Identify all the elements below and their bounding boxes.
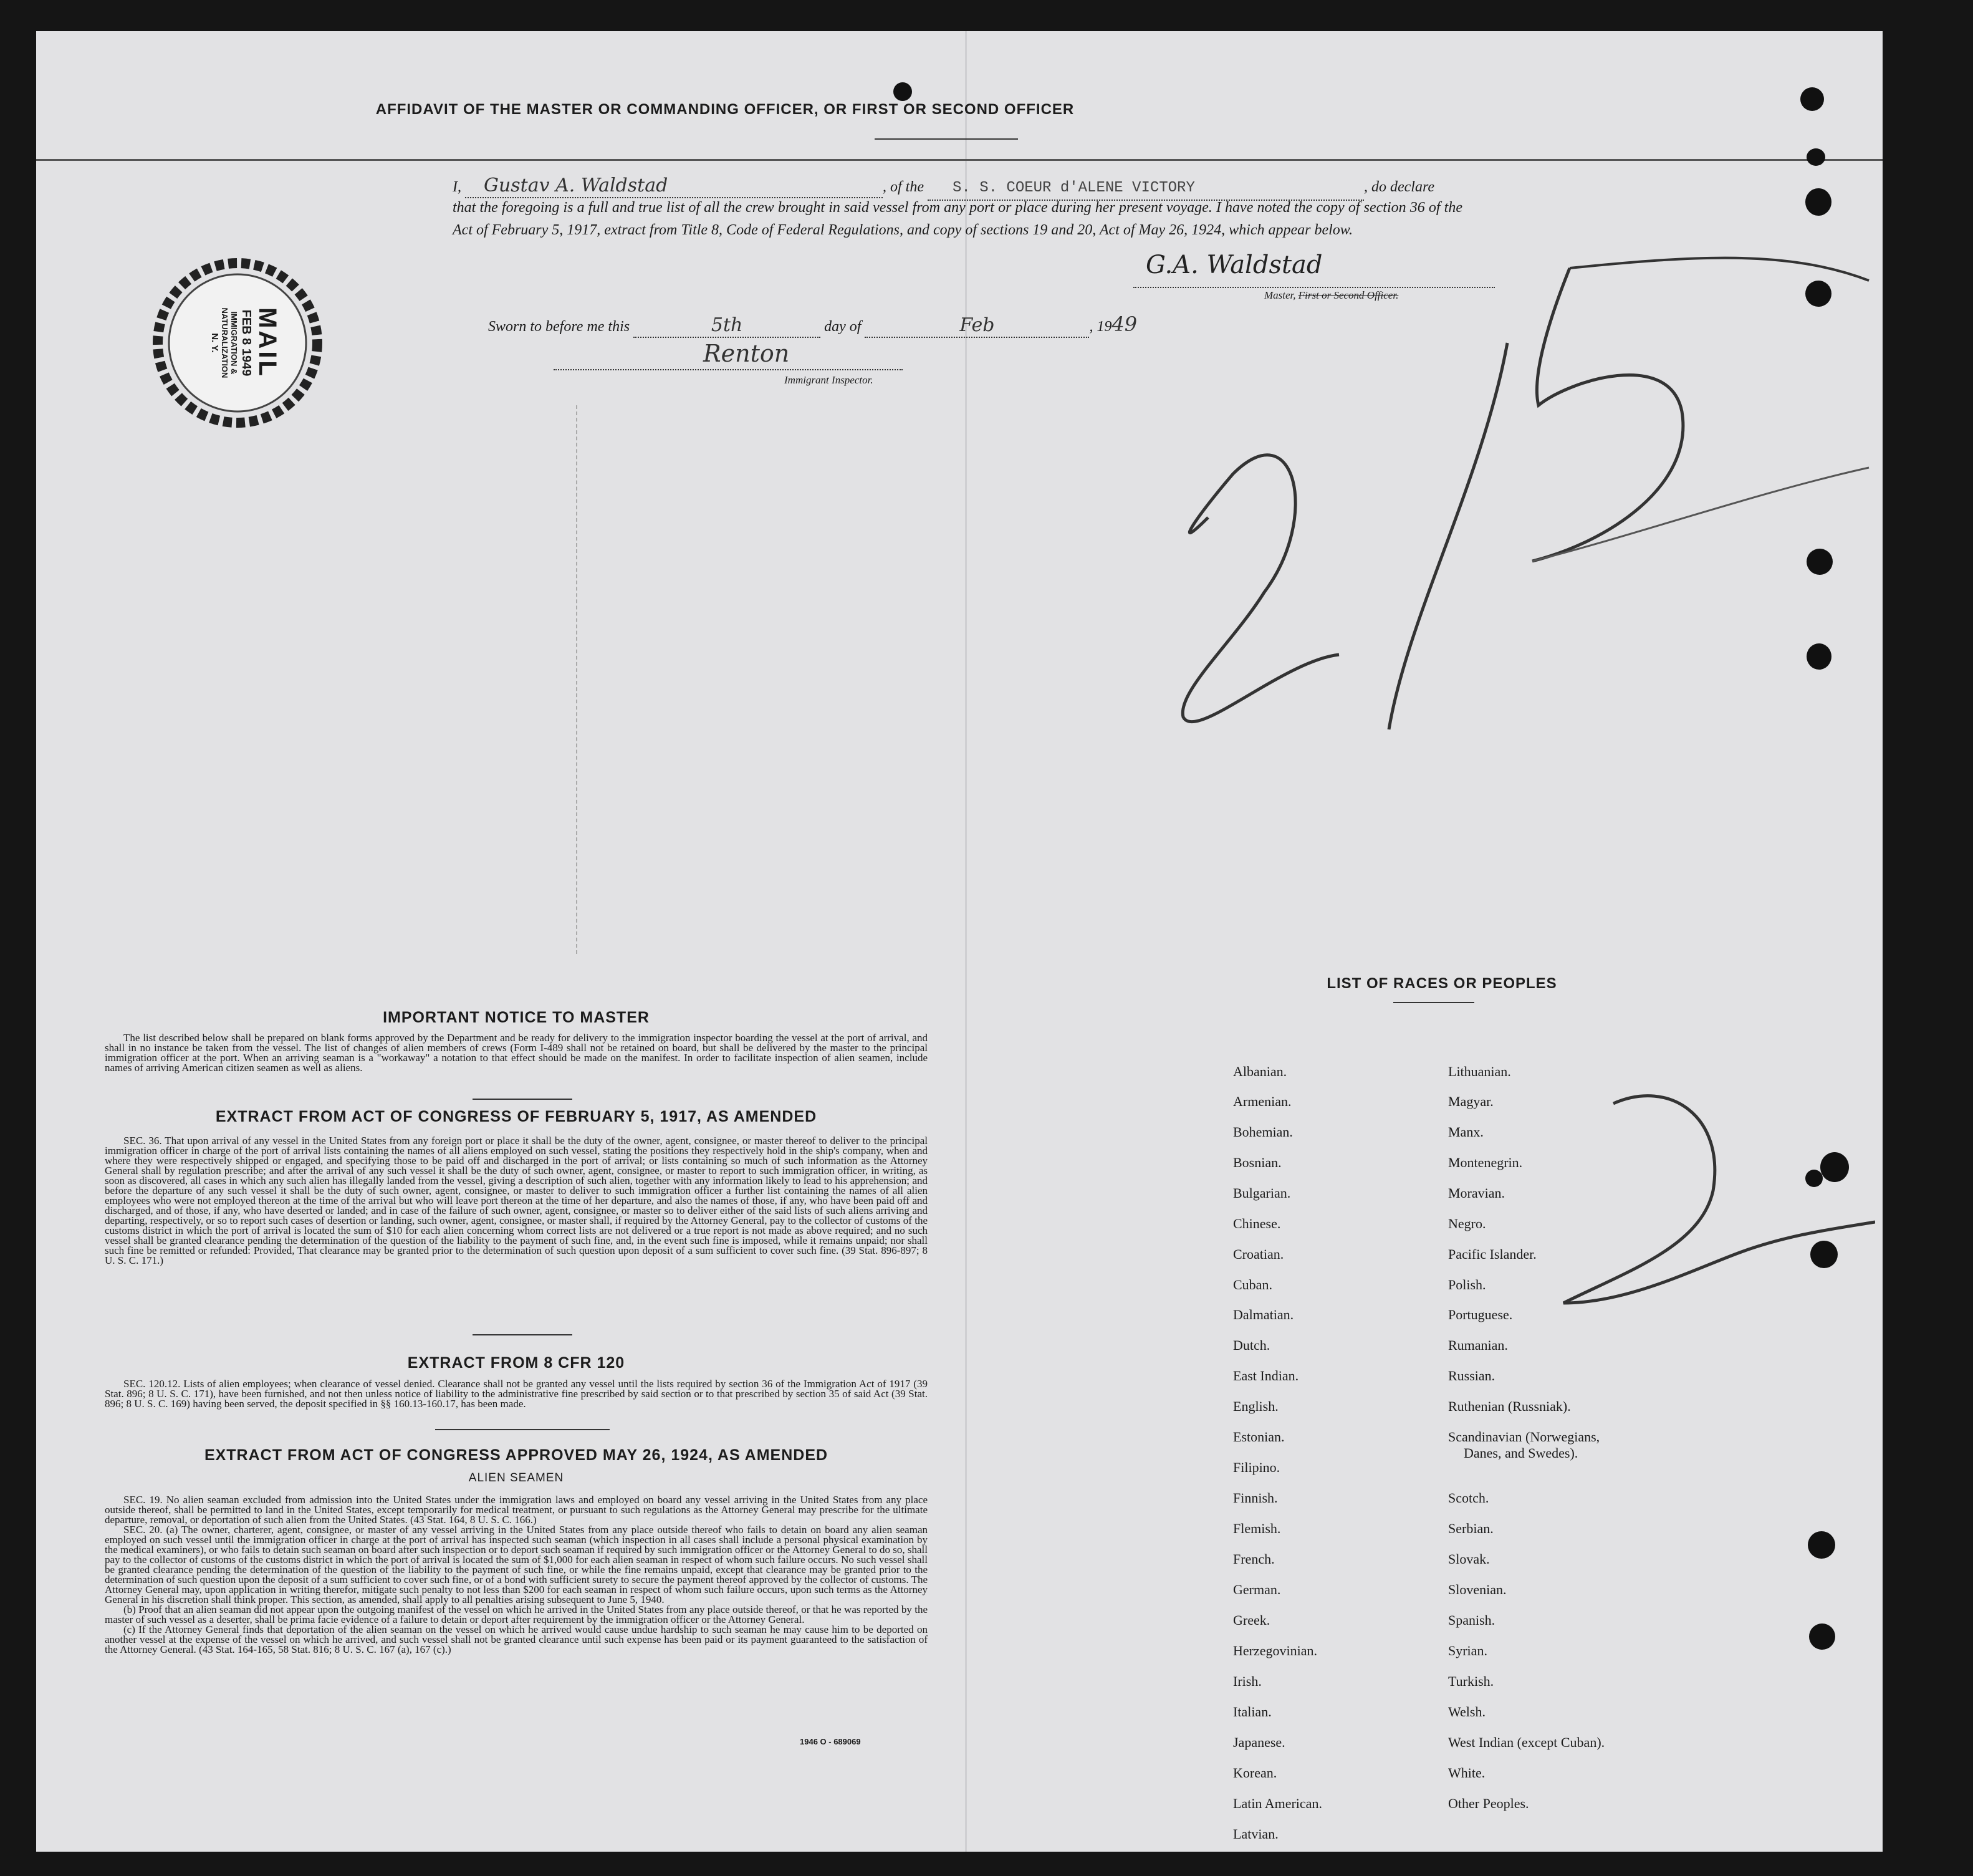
race-item: Irish. [1233,1673,1262,1689]
cfr-paragraph: SEC. 120.12. Lists of alien employees; when clearance of vessel denied. Clearance shall not be granted any vessel until the lists required by section 36 of the Immigration Act of 1917 (39 Stat. 896; 8 U. S. C. 171), have been furnished, and not then unless notice of liability to the administrative fine prescribed by said section or to that prescribed by section 35 of said Act (39 Stat. 896; 8 U. S. C. 169) having been served, the deposit specified in §§ 160.13-160.17, has been made. [105,1378,928,1410]
extract-1924-subtitle: ALIEN SEAMEN [468,1471,564,1484]
race-item: Lithuanian. [1448,1064,1511,1079]
race-item: Dutch. [1233,1337,1270,1353]
punch-hole [1800,87,1824,111]
stamp-line-1: IMMIGRATION & [229,311,239,375]
notice-paragraph: The list described below shall be prepared on blank forms approved by the Department and be ready for delivery to the immigration inspector boarding the vessel at the port of arrival, and shall in no instance be taken from the vessel. The list of changes of alien members of crews (Form I-489 shall not be retained on board, but shall be delivered by the master to the principal immigration officer at the port. When an arriving seaman is a "workaway" a notation to that effect should be made on the manifest. In order to facilitate inspection of alien seamen, include names of arriving American citizen seamen as well as aliens. [105,1032,928,1074]
race-item: Danes, and Swedes). [1464,1445,1578,1461]
extract-1917-rule [473,1334,572,1335]
race-item: Flemish. [1233,1521,1281,1536]
master-signature: G.A. Waldstad [1146,251,1323,279]
punch-hole [1807,148,1825,166]
race-item: English. [1233,1398,1279,1414]
header-rule [36,159,1883,161]
race-item: Montenegrin. [1448,1155,1523,1170]
stamp-line-3: N. Y. [209,333,220,353]
label-of-the: , of the [883,179,924,195]
punch-hole [1805,188,1831,216]
notice-title: IMPORTANT NOTICE TO MASTER [383,1009,650,1026]
extract-1917-text [105,1136,928,1266]
page-fold [965,31,967,1852]
punch-hole [893,82,912,101]
race-item: Portuguese. [1448,1307,1513,1322]
race-item: Bohemian. [1233,1124,1293,1140]
affidavit-title: AFFIDAVIT OF THE MASTER OR COMMANDING OFFICER, OR FIRST OR SECOND OFFICER [375,101,1075,118]
struck-officer-label: First or Second Officer. [1298,289,1399,301]
sec-20c-paragraph: (c) If the Attorney General finds that deportation of the alien seaman on the vessel on which he arrived would cause undue hardship to such seaman he may cause him to be deported on another vessel at the expense of the vessel on which he arrived, and such vessel shall not be granted clearance until such expense has been paid or its payment guaranteed to the satisfaction of the Attorney General. (43 Stat. 164-165, 58 Stat. 816; 8 U. S. C. 167 (a), 167 (c).) [105,1623,928,1655]
race-item: White. [1448,1765,1486,1781]
race-item: Spanish. [1448,1612,1495,1628]
punch-hole [1809,1623,1835,1650]
punch-hole [1807,549,1833,575]
year-suffix: 49 [1111,312,1138,336]
label-do-declare: , do declare [1364,179,1435,195]
race-item: French. [1233,1551,1275,1567]
master-name: Gustav A. Waldstad [465,175,883,198]
race-item: Serbian. [1448,1521,1494,1536]
race-item: Estonian. [1233,1429,1285,1445]
extract-1917-title: EXTRACT FROM ACT OF CONGRESS OF FEBRUARY 5, 1917, AS AMENDED [215,1108,817,1125]
race-item: Slovenian. [1448,1582,1507,1597]
race-item: Bulgarian. [1233,1185,1291,1201]
faint-tick-line [576,405,578,954]
race-item: Cuban. [1233,1277,1272,1292]
race-item: Bosnian. [1233,1155,1282,1170]
race-item: Albanian. [1233,1064,1287,1079]
race-item: Croatian. [1233,1246,1284,1262]
sworn-month: Feb [865,314,1089,338]
race-item: Korean. [1233,1765,1277,1781]
cfr-title: EXTRACT FROM 8 CFR 120 [407,1354,625,1372]
punch-hole [1807,643,1831,670]
extract-1924-text [105,1495,928,1655]
race-item: Moravian. [1448,1185,1505,1201]
punch-hole [1820,1152,1849,1182]
sworn-label: Sworn to before me this [488,319,630,335]
race-item: Slovak. [1448,1551,1490,1567]
sworn-line [488,313,1137,338]
cfr-rule [435,1429,610,1430]
master-label: Master, [1264,289,1296,301]
race-item: Japanese. [1233,1734,1285,1750]
sec-19-paragraph: SEC. 19. No alien seaman excluded from admission into the United States under the immigration laws and employed on board any vessel arriving in the United States from any place outside thereof, shall be permitted to land in the United States, except temporarily for medical treatment, or pursuant to such regulations as the Attorney General may prescribe for the ultimate departure, removal, or deportation of such alien from the United States. (43 Stat. 164, 8 U. S. C. 166.) [105,1494,928,1526]
race-item: Latin American. [1233,1796,1322,1811]
race-item: Pacific Islander. [1448,1246,1537,1262]
race-item: Herzegovinian. [1233,1643,1317,1658]
handwritten-small-number [1657,1328,1663,1341]
title-underline [875,138,1018,140]
race-item: Welsh. [1448,1704,1486,1720]
vessel-name: S. S. COEUR d'ALENE VICTORY [928,177,1364,201]
race-item: Greek. [1233,1612,1270,1628]
race-item: Scandinavian (Norwegians, [1448,1429,1600,1445]
stamp-word: MAIL [254,307,281,378]
sec-20b-paragraph: (b) Proof that an alien seaman did not appear upon the outgoing manifest of the vessel on which he arrived in the United States from any place outside thereof, or that he was reported by the master of such vessel as a deserter, shall be prima facie evidence of a failure to detain or deport after requirement by the immigration officer or the Attorney General. [105,1604,928,1625]
race-item: Other Peoples. [1448,1796,1529,1811]
sworn-day: 5th [633,314,820,338]
year-prefix: , 19 [1089,319,1112,335]
label-i: I, [453,179,461,195]
race-item: Manx. [1448,1124,1484,1140]
document-page [36,31,1883,1852]
race-item: West Indian (except Cuban). [1448,1734,1605,1750]
races-underline [1393,1002,1474,1003]
notice-text [105,1033,928,1073]
punch-hole [1805,281,1831,307]
race-item: Russian. [1448,1368,1495,1383]
race-item: Latvian. [1233,1826,1279,1842]
sec-20a-paragraph: SEC. 20. (a) The owner, charterer, agent, consignee, or master of any vessel arriving in the United States from any place outside thereof who fails to detain on board any alien seaman employed on such vessel until the immigration officer in charge at the port of arrival has inspected such seaman (which inspection in all cases shall include a personal physical examination by the medical examiners), or who fails to detain such seaman on board after such inspection or to deport such seaman if required by such immigration officer or the Attorney General to do so, shall pay to the collector of customs of the customs district in which the port of arrival is located the sum of $1,000 for each alien seaman in respect of whom such failure occurs. No such vessel shall be granted clearance pending the determination of the question of the liability to the payment of such fine, or while the fine remains unpaid, except that clearance may be granted prior to the determination of such question upon the deposit of a sum sufficient to cover such fine, or of a bond with sufficient surety to secure the payment thereof approved by the collector of customs. The Attorney General may, upon application in writing therefor, mitigate such penalty to not less than $200 for each seaman in respect of whom such failure occurs, upon such terms as the Attorney General in his discretion shall think proper. This section, as amended, shall apply to all penalties arising subsequent to June 5, 1940. [105,1524,928,1605]
race-item: Scotch. [1448,1490,1489,1506]
notice-rule [473,1099,572,1100]
race-item: Ruthenian (Russniak). [1448,1398,1571,1414]
race-item: Turkish. [1448,1673,1494,1689]
race-item: East Indian. [1233,1368,1299,1383]
extract-1924-title: EXTRACT FROM ACT OF CONGRESS APPROVED MAY 26, 1924, AS AMENDED [204,1446,828,1464]
inspector-signature-line [554,369,903,370]
affidavit-body: that the foregoing is a full and true list of all the crew brought in said vessel from any port or place during her present voyage. I have noted the copy of section 36 of the Act of February 5, 1917, extract from Title 8, Code of Federal Regulations, and copy of sections 19 and 20, Act of May 26, 1924, which appear below. [453,200,1462,238]
inspector-signature: Renton [703,340,790,367]
mail-stamp [150,256,325,430]
print-code: 1946 O - 689069 [800,1737,861,1746]
stamp-date: FEB 8 1949 [239,309,253,377]
race-item: Syrian. [1448,1643,1487,1658]
inspector-label: Immigrant Inspector. [784,374,873,386]
punch-hole [1805,1170,1823,1187]
race-item: Magyar. [1448,1094,1494,1109]
handwritten-number [1470,736,1490,749]
stamp-line-2: NATURALIZATION [220,307,229,378]
race-item: Chinese. [1233,1216,1281,1231]
race-item: Finnish. [1233,1490,1278,1506]
race-item: Armenian. [1233,1094,1292,1109]
punch-hole [1808,1531,1835,1559]
day-of-label: day of [824,319,862,335]
punch-hole [1810,1241,1838,1268]
race-item: Dalmatian. [1233,1307,1294,1322]
race-item: Negro. [1448,1216,1486,1231]
races-title: LIST OF RACES OR PEOPLES [1327,975,1557,992]
handwritten-number-graphic [1133,256,1881,767]
race-item: Filipino. [1233,1460,1280,1475]
handwritten-small-number-graphic [1464,1066,1875,1340]
race-item: Italian. [1233,1704,1272,1720]
stamp-inner [194,281,281,405]
race-item: Rumanian. [1448,1337,1508,1353]
race-item: Polish. [1448,1277,1486,1292]
extract-1917-paragraph: SEC. 36. That upon arrival of any vessel in the United States from any foreign port or place it shall be the duty of the owner, agent, consignee, or master thereof to deliver to the principal immigration officer in charge of the port of arrival lists containing the names of all aliens employed on such vessel, stating the positions they respectively hold in the ship's company, when and where they were respectively shipped or engaged, and specifying those to be paid off and discharged in the port of arrival; or lists containing so much of such information as the Attorney General shall by regulation prescribe; and after the arrival of any such vessel it shall be the duty of such owner, agent, consignee, or master to report to such immigration officer, in writing, as soon as discovered, all cases in which any such alien has illegally landed from the vessel, giving a description of such alien, together with any information likely to lead to his apprehension; and before the departure of any such vessel it shall be the duty of such owner, agent, consignee, or master to deliver to such immigration officer a further list containing the names of all alien employees who were not employed thereon at the time of the arrival but who will leave port thereon at the time of her departure, and also the names of those, if any, who have been paid off and discharged, and of those, if any, who have deserted or landed; and in case of the failure of such owner, agent, consignee, or master so to deliver either of the said lists of such aliens arriving and departing, respectively, or so to report such cases of desertion or landing, such owner, agent, consignee, or master shall, if required by the Attorney General, pay to the collector of customs of the customs district in which the port of arrival is located the sum of $10 for each alien concerning whom correct lists are not delivered or a true report is not made as above required; and no such vessel shall be granted clearance pending the determination of the question of the liability to the payment of such fine, and, in the event such fine is imposed, while it remains unpaid; nor shall such fine be remitted or refunded: Provided, That clearance may be granted prior to the determination of such question upon deposit of a sum sufficient to cover such fine. (39 Stat. 896-897; 8 U. S. C. 171.) [105,1135,928,1266]
cfr-text [105,1379,928,1409]
race-item: German. [1233,1582,1281,1597]
